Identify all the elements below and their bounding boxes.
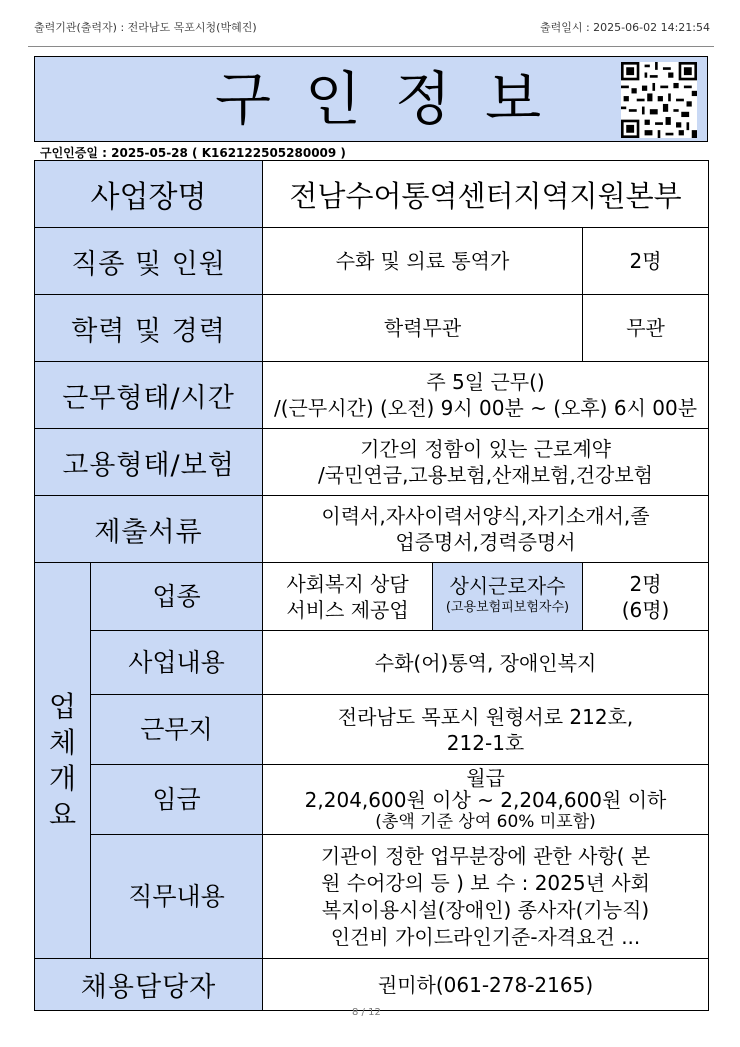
row-employment — [35, 429, 709, 496]
page-title: 구인정보 — [215, 65, 576, 133]
row-documents — [35, 496, 709, 563]
row-location — [35, 695, 709, 765]
work-label: 근무형태/시간 — [35, 362, 263, 429]
row-job — [35, 228, 709, 295]
employ-line-1: 기간의 정함이 있는 근로계약 — [360, 437, 611, 461]
job-info-sheet — [34, 56, 710, 1010]
row-company — [35, 161, 709, 228]
business-label: 사업내용 — [91, 631, 263, 695]
contact-value: 권미하(061-278-2165) — [263, 959, 709, 1011]
row-business — [35, 631, 709, 695]
job-count: 2명 — [583, 228, 709, 295]
employ-label: 고용형태/보험 — [35, 429, 263, 496]
printed-at: 출력일시 : 2025-06-02 14:21:54 — [539, 21, 710, 34]
edu-label: 학력 및 경력 — [35, 295, 263, 362]
duty-value: 기관이 정한 업무분장에 관한 사항( 본 원 수어강의 등 ) 보 수 : 2025년 사회 복지이용시설(장애인) 종사자(기능직) 인건비 가이드라인기준-자격요건 ... — [263, 835, 709, 959]
certification-line: 구인인증일 : 2025-05-28 ( K162122505280009 ) — [40, 146, 346, 160]
row-wage — [35, 765, 709, 835]
job-info-table — [34, 160, 709, 1011]
location-label: 근무지 — [91, 695, 263, 765]
employ-value — [263, 429, 709, 496]
contact-label: 채용담당자 — [35, 959, 263, 1011]
docs-label: 제출서류 — [35, 496, 263, 563]
docs-line-2: 업증명서,경력증명서 — [395, 530, 576, 554]
employ-line-2: /국민연금,고용보험,산재보험,건강보험 — [318, 463, 653, 487]
company-value: 전남수어통역센터지역지원본부 — [263, 161, 709, 228]
row-work-type — [35, 362, 709, 429]
industry-label: 업종 — [91, 563, 263, 631]
docs-line-1: 이력서,자사이력서양식,자기소개서,졸 — [321, 504, 650, 528]
work-value — [263, 362, 709, 429]
row-education — [35, 295, 709, 362]
edu-value: 학력무관 — [263, 295, 583, 362]
page-number: 8 / 12 — [352, 1007, 381, 1018]
overview-side-label: 업 체 개 요 — [35, 563, 91, 959]
wage-value: 월급 2,204,600원 이상 ~ 2,204,600원 이하 (총액 기준 상여 60% 미포함) — [263, 765, 709, 835]
job-value: 수화 및 의료 통역가 — [263, 228, 583, 295]
qr-code-icon — [621, 62, 697, 138]
row-industry — [35, 563, 709, 631]
industry-value: 사회복지 상담 서비스 제공업 — [263, 563, 433, 631]
career-value: 무관 — [583, 295, 709, 362]
location-value: 전라남도 목포시 원형서로 212호, 212-1호 — [263, 695, 709, 765]
row-duty — [35, 835, 709, 959]
output-org: 출력기관(출력자) : 전라남도 목포시청(박혜진) — [34, 21, 257, 34]
wage-label: 임금 — [91, 765, 263, 835]
row-contact — [35, 959, 709, 1011]
company-label: 사업장명 — [35, 161, 263, 228]
docs-value — [263, 496, 709, 563]
workers-label: 상시근로자수 (고용보험피보험자수) — [433, 563, 583, 631]
work-line-2: /(근무시간) (오전) 9시 00분 ~ (오후) 6시 00분 — [274, 396, 698, 420]
duty-label: 직무내용 — [91, 835, 263, 959]
header-divider — [28, 46, 714, 47]
workers-value: 2명 (6명) — [583, 563, 709, 631]
business-value: 수화(어)통역, 장애인복지 — [263, 631, 709, 695]
job-label: 직종 및 인원 — [35, 228, 263, 295]
work-line-1: 주 5일 근무() — [426, 370, 545, 394]
title-box — [34, 56, 708, 142]
